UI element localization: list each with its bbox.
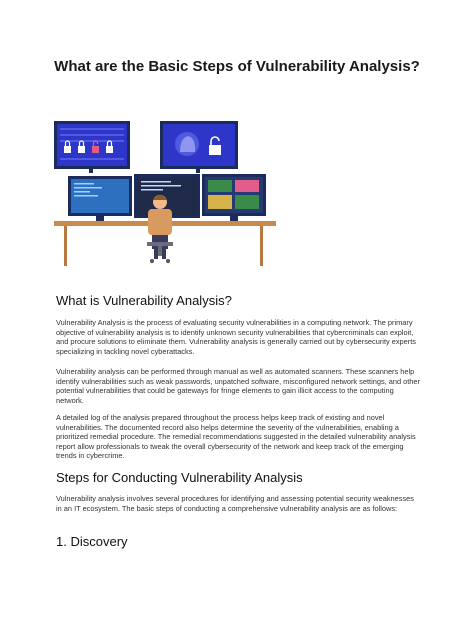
paragraph: Vulnerability analysis involves several procedures for identifying and assessing potential security weaknesses in an IT ecosystem. The basic steps of conducting a comprehensive vulnerability analysis are as follows:: [56, 494, 414, 513]
lock-monitor-left: [54, 121, 130, 173]
paragraph: Vulnerability analysis can be performed through manual as well as automated scanners. These scanners help identify vulnerabilities such as weak passwords, unpatched software, misconfigured network settings, and other potential vulnerabilities that could be gateways for fringe elements to gain illicit access to the computing network.: [56, 367, 420, 405]
lock-icon: [209, 145, 221, 155]
paragraph: A detailed log of the analysis prepared throughout the process helps keep track of existing and novel vulnerabilities. The documented record also helps determine the severity of the vulnerabilities, enabling a prioritized remedial procedure. The remedial recommendations suggested in the detailed vulnerability analysis report allow professionals to tweak the overall cybersecurity of the network and keep track of the emerging trends in cybercrime.: [56, 413, 416, 461]
head-lock-monitor-right: [160, 121, 238, 173]
document-title: What are the Basic Steps of Vulnerability Analysis?: [54, 58, 420, 75]
section-heading-discovery: 1. Discovery: [56, 534, 128, 549]
vulnerability-analysis-workstation-illustration: [52, 118, 278, 268]
section-heading-what-is: What is Vulnerability Analysis?: [56, 293, 232, 308]
dashboard-monitor-right: [202, 174, 266, 221]
code-monitor-left: [68, 176, 132, 221]
section-heading-steps: Steps for Conducting Vulnerability Analysis: [56, 470, 303, 485]
paragraph: Vulnerability Analysis is the process of evaluating security vulnerabilities in a computing network. The primary objective of vulnerability analysis is to identify unknown security vulnerabilities that cybercriminals can exploit, and procure solutions to eliminate them. Vulnerability analysis is generally carried out by cybersecurity experts specializing in tackling novel cyberattacks.: [56, 318, 416, 356]
